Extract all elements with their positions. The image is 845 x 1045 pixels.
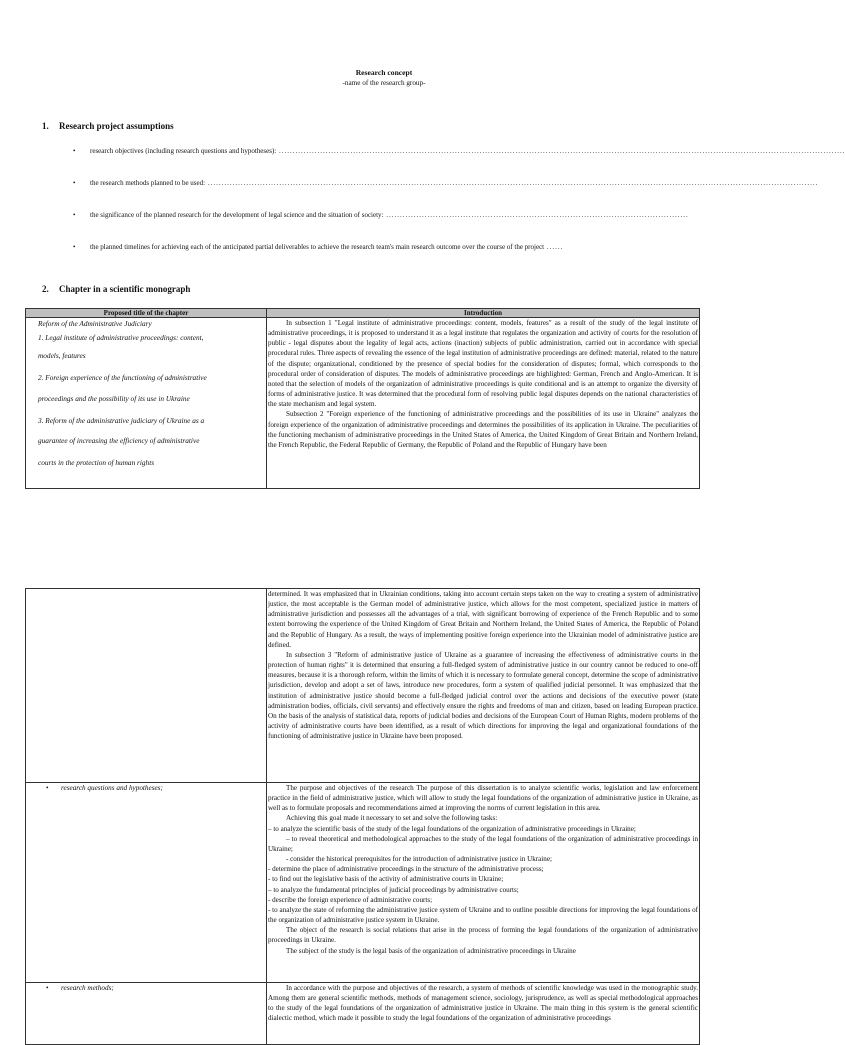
section-2-heading <box>42 284 190 294</box>
task-item: – to analyze the fundamental principles of judicial proceedings by administrative courts; <box>268 885 519 894</box>
dotted-leader: .............................................................................................................................................................................................................................. <box>205 179 819 187</box>
chapter-line: proceedings and the possibility of its use in Ukraine <box>38 394 190 403</box>
bullet-dot: • <box>73 211 76 219</box>
dotted-leader: .............................................................................................................................................................................................................. <box>276 147 845 155</box>
task-item: - to find out the legislative basis of the activity of administrative courts in Ukraine; <box>268 875 504 884</box>
section-1-number: 1. <box>42 121 49 131</box>
research-paragraph: In accordance with the purpose and objectives of the research, a system of methods of scientific knowledge was used in the monographic study. Among them are general scientific methods, methods of management science, sociology, jurisprudence, as well as special methodological approaches to the study of the legal foundations of the organization of administrative justice in Ukraine. The main thing in this system is the general scientific dialectic method, which made it possible to study the legal foundations of the organization of administrative proceedings <box>268 984 698 1023</box>
introduction-cell <box>267 318 700 489</box>
section-1-title: Research project assumptions <box>59 121 174 131</box>
chapter-line: courts in the protection of human rights <box>38 458 155 467</box>
table-row <box>26 983 700 1045</box>
document-subtitle: -name of the research group- <box>342 79 426 87</box>
table-header-row <box>26 309 700 318</box>
task-item: - describe the foreign experience of administrative courts; <box>268 895 433 904</box>
introduction-paragraph: determined. It was emphasized that in Ukrainian conditions, taking into account certain steps taken on the way to creating a system of administrative justice, the most acceptable is the German model of administrative justice, which allows for the most competent, specialized justice in matters of administrative jurisdiction and possesses all the advantages of a trial, with significant borrowing of experience of the French Republic and to some extent borrowing the experience of the United Kingdom of Great Britain and Northern Ireland, the United States of America, the Republic of Poland and the Republic of Hungary. As a result, the ways of implementing positive foreign experience into the Ukrainian model of administrative justice are defined. <box>268 590 698 649</box>
header-introduction: Introduction <box>267 309 700 318</box>
table-row <box>26 318 700 489</box>
chapter-table-page-2 <box>25 588 700 1045</box>
task-item: - to analyze the state of reforming the administrative justice system of Ukraine and to outline possible directions for improving the legal foundations of the organization of administrative justice system in Ukraine. <box>268 905 698 925</box>
table-row <box>26 783 700 983</box>
bullet-text: the planned timelines for achieving each of the anticipated partial deliverables to achieve the research team's main research outcome over the course of the project <box>90 243 545 251</box>
bullet-text: research objectives (including research questions and hypotheses): <box>90 147 277 155</box>
chapter-line: 2. Foreign experience of the functioning of administrative <box>38 373 207 382</box>
bullet-dot: • <box>46 984 49 992</box>
research-questions-label: research questions and hypotheses; <box>61 784 163 792</box>
bullet-dot: • <box>73 147 76 155</box>
chapter-line: guarantee of increasing the efficiency of administrative <box>38 436 200 445</box>
header-chapter-title: Proposed title of the chapter <box>26 309 267 318</box>
research-methods-label: research methods; <box>61 984 114 992</box>
chapter-line: 3. Reform of the administrative judiciary of Ukraine as a <box>38 416 205 425</box>
table-row <box>26 589 700 783</box>
assumption-bullet-timelines <box>73 241 703 253</box>
chapter-line: 1. Legal institute of administrative proceedings: content, <box>38 333 204 342</box>
introduction-paragraph: Subsection 2 "Foreign experience of the functioning of administrative proceedings and the possibilities of its use in Ukraine" analyzes the foreign experience of the organization of administrative proceedings and determines the possibilities of its application in Ukraine. The peculiarities of the functioning mechanism of administrative proceedings in the United States of America, the United Kingdom of Great Britain and Northern Ireland, the French Republic, the Federal Republic of Germany, the Republic of Poland and the Republic of Hungary have been <box>268 410 698 449</box>
empty-label-cell <box>26 589 267 783</box>
research-questions-label-cell <box>26 783 267 983</box>
task-item: – to analyze the scientific basis of the study of the legal foundations of the organization of administrative proceedings in Ukraine; <box>268 824 636 833</box>
research-paragraph: The purpose and objectives of the research The purpose of this dissertation is to analyze scientific works, legislation and law enforcement practice in the field of administrative justice, which will allow to study the legal foundations of the organization of administrative justice in Ukraine, as well as to formulate proposals and recommendations aimed at improving the norms of current legislation in this area. <box>268 784 698 813</box>
research-methods-label-cell <box>26 983 267 1045</box>
assumption-bullet-objectives <box>73 145 845 157</box>
bullet-dot: • <box>46 784 49 792</box>
research-paragraph: The object of the research is social relations that arise in the process of forming the legal foundations of the organization of administrative proceedings in Ukraine. <box>268 926 698 945</box>
bullet-dot: • <box>73 243 76 251</box>
chapter-title-cell <box>26 318 267 489</box>
bullet-text: the significance of the planned research for the development of legal science and the situation of society: <box>90 211 384 219</box>
introduction-paragraph: In subsection 3 "Reform of administrative justice of Ukraine as a guarantee of increasing the effectiveness of administrative courts in the protection of human rights" it is determined that ensuring a full-fledged system of administrative justice in our country cannot be reduced to one-off measures, because it is a thorough reform, within the limits of which it is necessary to formulate general concept, determine the scope of administrative jurisdiction, develop and adopt a set of laws, introduce new procedures, form a system of qualified judicial personnel. It was emphasized that the institution of administrative justice should become a full-fledged judicial control over the actions and decisions of the executive power (state administration bodies, officials, civil servants) and effectively ensure the rights and freedoms of man and citizen, based on leading European practice. On the basis of the analysis of statistical data, reports of judicial bodies and decisions of the European Court of Human Rights, modern problems of the activity of administrative courts have been identified, as a result of which directions for improving the legal and organizational foundations of the functioning of administrative justice in Ukraine have been proposed. <box>268 650 698 741</box>
section-1-heading <box>42 121 174 131</box>
section-2-title: Chapter in a scientific monograph <box>59 284 191 294</box>
research-methods-cell <box>267 983 700 1045</box>
research-paragraph: Achieving this goal made it necessary to set and solve the following tasks: <box>286 814 498 823</box>
dotted-leader: ...... <box>544 243 564 251</box>
bullet-text: the research methods planned to be used: <box>90 179 206 187</box>
task-item: – to reveal theoretical and methodological approaches to the study of the legal foundations of the organization of administrative proceedings in Ukraine; <box>268 834 698 853</box>
research-questions-cell <box>267 783 700 983</box>
task-item: - consider the historical prerequisites for the introduction of administrative justice in Ukraine; <box>286 855 552 864</box>
chapter-line: models, features <box>38 351 86 360</box>
research-paragraph: The subject of the study is the legal basis of the organization of administrative proceedings in Ukraine <box>286 946 576 955</box>
chapter-main-title: Reform of the Administrative Judiciary <box>38 319 152 328</box>
assumption-bullet-significance <box>73 209 703 221</box>
dotted-leader: .............................................................................................................. <box>383 211 689 219</box>
assumption-bullet-methods <box>73 177 819 189</box>
section-2-number: 2. <box>42 284 49 294</box>
introduction-paragraph: In subsection 1 "Legal institute of administrative proceedings: content, models, features" as a result of the study of the legal institute of administrative proceedings, it is proposed to understand it as a legal institute that regulates the organization and activity of courts for the resolution of public - legal disputes about the legality of legal acts, actions (inaction) subjects of public administration, carried out in accordance with special procedural rules. Three aspects of revealing the essence of the legal institution of administrative proceedings are defined: material, related to the nature of the dispute; organizational, conditioned by the presence of special bodies for the consideration of disputes; formal, which corresponds to the procedural order of consideration of disputes. The models of administrative proceedings are highlighted: German, French and Anglo-American. It is noted that the selection of models of the organization of administrative proceedings is quite conditional and is an attempt to organize the diversity of forms of administrative justice. It was determined that the procedural form of resolving public legal disputes depends on the national characteristics of the state mechanism and legal system. <box>268 319 698 409</box>
chapter-table-page-1 <box>25 308 700 489</box>
bullet-dot: • <box>73 179 76 187</box>
document-title: Research concept <box>355 68 413 77</box>
task-item: - determine the place of administrative proceedings in the structure of the administrative process; <box>268 865 544 874</box>
introduction-continuation-cell <box>267 589 700 783</box>
